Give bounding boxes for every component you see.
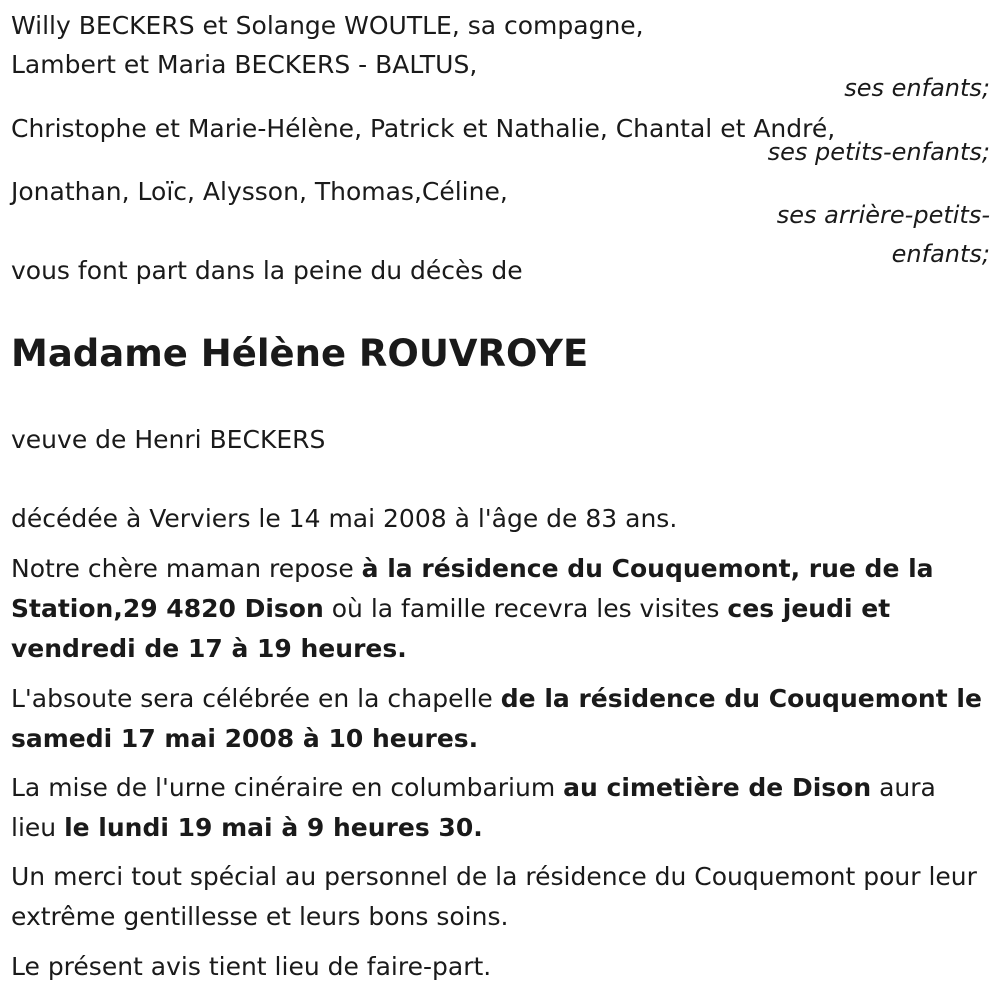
urne-location: au cimetière de Dison <box>563 773 872 802</box>
widow-of: veuve de Henri BECKERS <box>11 425 326 454</box>
urne-date: le lundi 19 mai à 9 heures 30. <box>64 813 483 842</box>
absoute-details: de la résidence du Couquemont le samedi 17 mai 2008 à 10 heures. <box>11 684 982 753</box>
family-line-grandchildren: Christophe et Marie-Hélène, Patrick et Nathalie, Chantal et André, <box>11 114 836 143</box>
repose-text-2: où la famille recevra les visites <box>323 594 728 623</box>
urne-text-2: aura lieu <box>11 773 936 842</box>
repose-location: à la résidence du Couquemont, rue de la Station,29 4820 Dison <box>11 554 934 623</box>
thanks-paragraph: Un merci tout spécial au personnel de la résidence du Couquemont pour leur extrême gentillesse et leurs bons soins. <box>11 862 977 931</box>
announcement-line: vous font part dans la peine du décès de <box>11 256 523 285</box>
family-line-sons-2: Lambert et Maria BECKERS - BALTUS, <box>11 50 478 79</box>
role-children: ses enfants; <box>844 74 990 102</box>
repose-paragraph <box>11 549 986 669</box>
role-grandchildren: ses petits-enfants; <box>767 138 990 166</box>
deceased-name: Madame Hélène ROUVROYE <box>11 332 589 375</box>
repose-visit-times: ces jeudi et vendredi de 17 à 19 heures. <box>11 594 891 663</box>
notice-paragraph: Le présent avis tient lieu de faire-part. <box>11 952 492 981</box>
role-greatgrandchildren-1: ses arrière-petits- <box>776 201 990 229</box>
repose-text-1: Notre chère maman repose <box>11 554 362 583</box>
absoute-text: L'absoute sera célébrée en la chapelle <box>11 684 501 713</box>
role-greatgrandchildren-2: enfants; <box>891 240 990 268</box>
absoute-paragraph <box>11 679 986 759</box>
family-line-sons-1: Willy BECKERS et Solange WOUTLE, sa compagne, <box>11 11 644 40</box>
urne-text-1: La mise de l'urne cinéraire en columbarium <box>11 773 564 802</box>
death-details: décédée à Verviers le 14 mai 2008 à l'âge de 83 ans. <box>11 504 678 533</box>
urne-paragraph <box>11 768 986 848</box>
family-line-greatgrandchildren: Jonathan, Loïc, Alysson, Thomas,Céline, <box>11 177 508 206</box>
